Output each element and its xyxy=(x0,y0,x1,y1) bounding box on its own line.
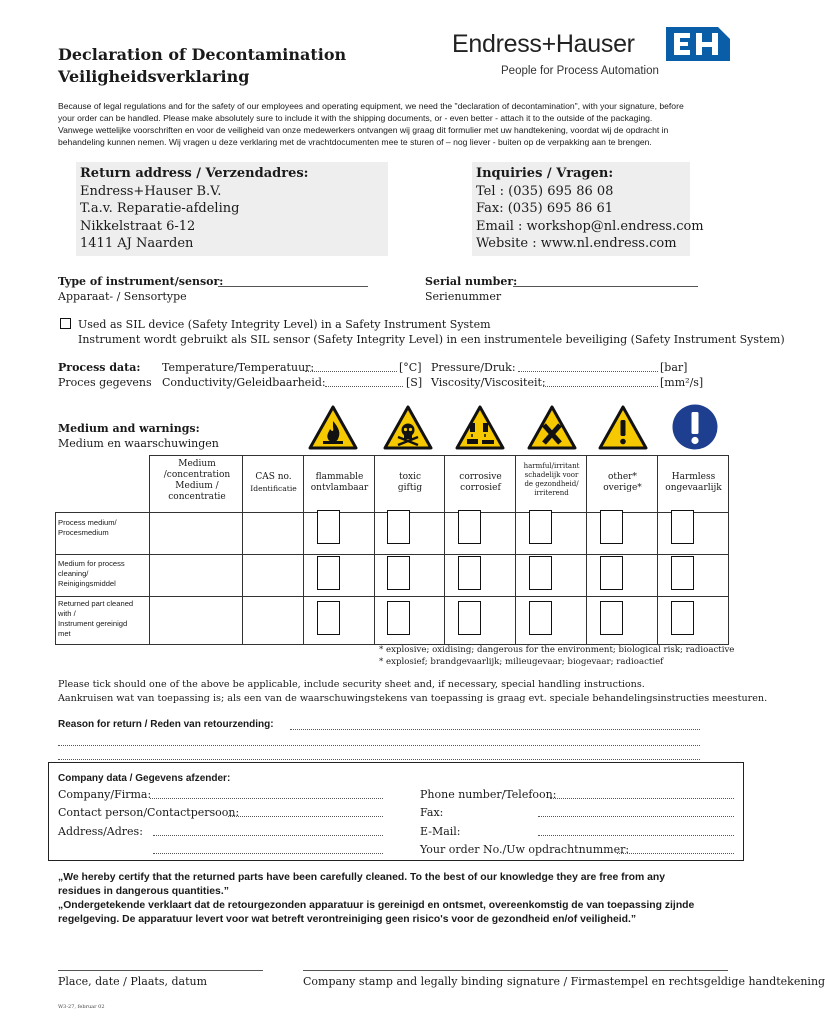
viscosity-label: Viscosity/Viscositeit: xyxy=(431,376,546,389)
inquiries-heading: Inquiries / Vragen: xyxy=(476,166,614,181)
intro-nl-line2: behandeling kunnen nemen. Wij vragen u deze verklaring met de vrachtdocumenten mee te sturen of – nog liever - buiten op de verpakking aan te brengen. xyxy=(58,137,652,147)
checkbox-process-harmful[interactable] xyxy=(529,510,552,544)
checkbox-process-other[interactable] xyxy=(600,510,623,544)
checkbox-cleaning-corrosive[interactable] xyxy=(458,556,481,590)
serial-number-label: Serial number: xyxy=(425,275,518,288)
col-header-medium: Medium /concentration Medium / concentratie xyxy=(163,459,231,502)
brand-name: Endress+Hauser xyxy=(452,30,635,58)
sil-checkbox[interactable] xyxy=(60,318,71,329)
return-address-line: 1411 AJ Naarden xyxy=(80,236,194,251)
serial-number-field[interactable] xyxy=(513,286,698,287)
order-number-label: Your order No./Uw opdrachtnummer: xyxy=(420,843,630,856)
fax-field[interactable] xyxy=(538,816,734,817)
checkbox-cleaning-flammable[interactable] xyxy=(317,556,340,590)
intro-nl-line1: Vanwege wettelijke voorschriften en voor de veiligheid van onze medewerkers ontvangen wij graag dit formulier met uw handtekening, voordat wij de opdracht in xyxy=(58,125,669,135)
col-header-cas: CAS no. Identificatie xyxy=(250,472,297,493)
corrosive-icon xyxy=(455,405,505,451)
footnote-en: * explosive; oxidising; dangerous for the environment; biological risk; radioactive xyxy=(379,645,735,655)
row-label-returned-part: Returned part cleaned with / Instrument gereinigd met xyxy=(58,599,134,638)
process-data-label: Process data: xyxy=(58,361,141,374)
checkbox-returned-toxic[interactable] xyxy=(387,601,410,635)
inquiries-website: Website : www.nl.endress.com xyxy=(476,236,677,251)
flammable-icon xyxy=(308,405,358,451)
reason-field-line3[interactable] xyxy=(58,759,700,760)
fax-label: Fax: xyxy=(420,806,444,819)
footnote-nl: * explosief; brandgevaarlijk; milieugevaar; biogevaar; radioactief xyxy=(379,657,664,667)
email-field[interactable] xyxy=(538,835,734,836)
temperature-unit: [°C] xyxy=(399,361,422,374)
conductivity-label: Conductivity/Geleidbaarheid: xyxy=(162,376,326,389)
temperature-label: Temperature/Temperatuur: xyxy=(162,361,315,374)
company-firm-label: Company/Firma: xyxy=(58,788,152,801)
brand-logo-icon xyxy=(666,27,730,61)
certification-en-line1: „We hereby certify that the returned parts have been carefully cleaned. To the best of our knowledge they are free from any xyxy=(58,872,666,883)
checkbox-process-harmless[interactable] xyxy=(671,510,694,544)
checkbox-returned-harmful[interactable] xyxy=(529,601,552,635)
email-label: E-Mail: xyxy=(420,825,461,838)
reason-field-line2[interactable] xyxy=(58,745,700,746)
title-en: Declaration of Decontamination xyxy=(58,45,347,64)
tick-note-en: Please tick should one of the above be applicable, include security sheet and, if necessary, special handling instructions. xyxy=(58,679,645,690)
checkbox-cleaning-other[interactable] xyxy=(600,556,623,590)
intro-en-line1: Because of legal regulations and for the safety of our employees and operating equipment, we need the "declaration of decontamination", with your signature, before xyxy=(58,101,684,111)
checkbox-process-toxic[interactable] xyxy=(387,510,410,544)
certification-nl-line1: „Ondergetekende verklaart dat de retourgezonden apparatuur is gereinigd en ontsmet, overeenkomstig de van toepassing zijnde xyxy=(58,900,695,911)
viscosity-field[interactable] xyxy=(543,386,658,387)
checkbox-returned-corrosive[interactable] xyxy=(458,601,481,635)
return-address-heading: Return address / Verzendadres: xyxy=(80,166,309,181)
process-data-label-nl: Proces gegevens xyxy=(58,376,152,389)
sil-label-en: Used as SIL device (Safety Integrity Level) in a Safety Instrument System xyxy=(78,318,491,331)
harmful-icon xyxy=(527,405,577,451)
col-header-toxic: toxic giftig xyxy=(397,472,423,493)
tick-note-nl: Aankruisen wat van toepassing is; als een van de waarschuwingstekens van toepassing is graag evt. speciale behandelingsinstructies meesturen. xyxy=(58,693,768,704)
company-firm-field[interactable] xyxy=(150,798,383,799)
contact-person-label: Contact person/Contactpersoon: xyxy=(58,806,240,819)
place-date-field[interactable] xyxy=(58,970,263,971)
col-header-other: other* overige* xyxy=(603,472,642,493)
certification-nl-line2: regelgeving. De apparatuur levert voor wat betreft verontreiniging geen risico's voor de gezondheid en/of veiligheid.” xyxy=(58,914,637,925)
col-header-harmful: harmful/irritant schadelijk voor de gezondheid/ irriterend xyxy=(523,462,580,497)
instrument-type-label: Type of instrument/sensor: xyxy=(58,275,224,288)
inquiries-email: Email : workshop@nl.endress.com xyxy=(476,219,704,234)
pressure-unit: [bar] xyxy=(660,361,688,374)
checkbox-returned-flammable[interactable] xyxy=(317,601,340,635)
viscosity-unit: [mm²/s] xyxy=(660,376,704,389)
col-header-flammable: flammable ontvlambaar xyxy=(310,472,369,493)
form-code: W3-27, februar 02 xyxy=(58,1004,105,1010)
toxic-icon xyxy=(383,405,433,451)
inquiries-fax: Fax: (035) 695 86 61 xyxy=(476,201,613,216)
title-nl: Veiligheidsverklaring xyxy=(58,67,250,86)
company-heading: Company data / Gegevens afzender: xyxy=(58,773,231,784)
row-label-process-medium: Process medium/ Procesmedium xyxy=(58,518,117,537)
brand-tagline: People for Process Automation xyxy=(501,65,659,77)
checkbox-cleaning-toxic[interactable] xyxy=(387,556,410,590)
info-icon xyxy=(671,403,719,451)
checkbox-cleaning-harmful[interactable] xyxy=(529,556,552,590)
contact-person-field[interactable] xyxy=(228,816,383,817)
checkbox-process-flammable[interactable] xyxy=(317,510,340,544)
instrument-type-field[interactable] xyxy=(218,286,368,287)
checkbox-process-corrosive[interactable] xyxy=(458,510,481,544)
warning-icon xyxy=(598,405,648,451)
place-date-label: Place, date / Plaats, datum xyxy=(58,975,207,988)
reason-field-line1[interactable] xyxy=(290,729,700,730)
phone-label: Phone number/Telefoon: xyxy=(420,788,557,801)
pressure-field[interactable] xyxy=(518,371,658,372)
checkbox-cleaning-harmless[interactable] xyxy=(671,556,694,590)
phone-field[interactable] xyxy=(550,798,734,799)
row-label-cleaning-medium: Medium for process cleaning/ Reinigingsmiddel xyxy=(58,559,125,588)
signature-label: Company stamp and legally binding signature / Firmastempel en rechtsgeldige handtekening xyxy=(303,975,825,988)
temperature-field[interactable] xyxy=(305,371,397,372)
col-header-harmless: Harmless ongevaarlijk xyxy=(665,472,722,493)
reason-label: Reason for return / Reden van retourzending: xyxy=(58,719,274,730)
sil-label-nl: Instrument wordt gebruikt als SIL sensor (Safety Integrity Level) in een instrumentele beveiliging (Safety Instrument System) xyxy=(78,333,785,346)
pressure-label: Pressure/Druk: xyxy=(431,361,516,374)
checkbox-returned-other[interactable] xyxy=(600,601,623,635)
checkbox-returned-harmless[interactable] xyxy=(671,601,694,635)
conductivity-unit: [S] xyxy=(406,376,423,389)
medium-heading-nl: Medium en waarschuwingen xyxy=(58,437,219,450)
medium-heading: Medium and warnings: xyxy=(58,422,200,435)
address-field-line1[interactable] xyxy=(153,835,383,836)
col-header-corrosive: corrosive corrosief xyxy=(459,472,502,493)
conductivity-field[interactable] xyxy=(325,386,403,387)
intro-en-line2: your order can be handled. Please make absolutely sure to include it with the shipping documents, or - even better - attach it to the outside of the packaging. xyxy=(58,113,653,123)
address-label: Address/Adres: xyxy=(58,825,143,838)
return-address-line: Nikkelstraat 6-12 xyxy=(80,219,196,234)
instrument-type-label-nl: Apparaat- / Sensortype xyxy=(58,290,187,303)
return-address-line: T.a.v. Reparatie-afdeling xyxy=(80,201,240,216)
return-address-line: Endress+Hauser B.V. xyxy=(80,184,222,199)
certification-en-line2: residues in dangerous quantities.” xyxy=(58,886,229,897)
serial-number-label-nl: Serienummer xyxy=(425,290,502,303)
signature-field[interactable] xyxy=(303,970,728,971)
inquiries-phone: Tel : (035) 695 86 08 xyxy=(476,184,614,199)
address-field-line2[interactable] xyxy=(153,853,383,854)
order-number-field[interactable] xyxy=(617,853,734,854)
